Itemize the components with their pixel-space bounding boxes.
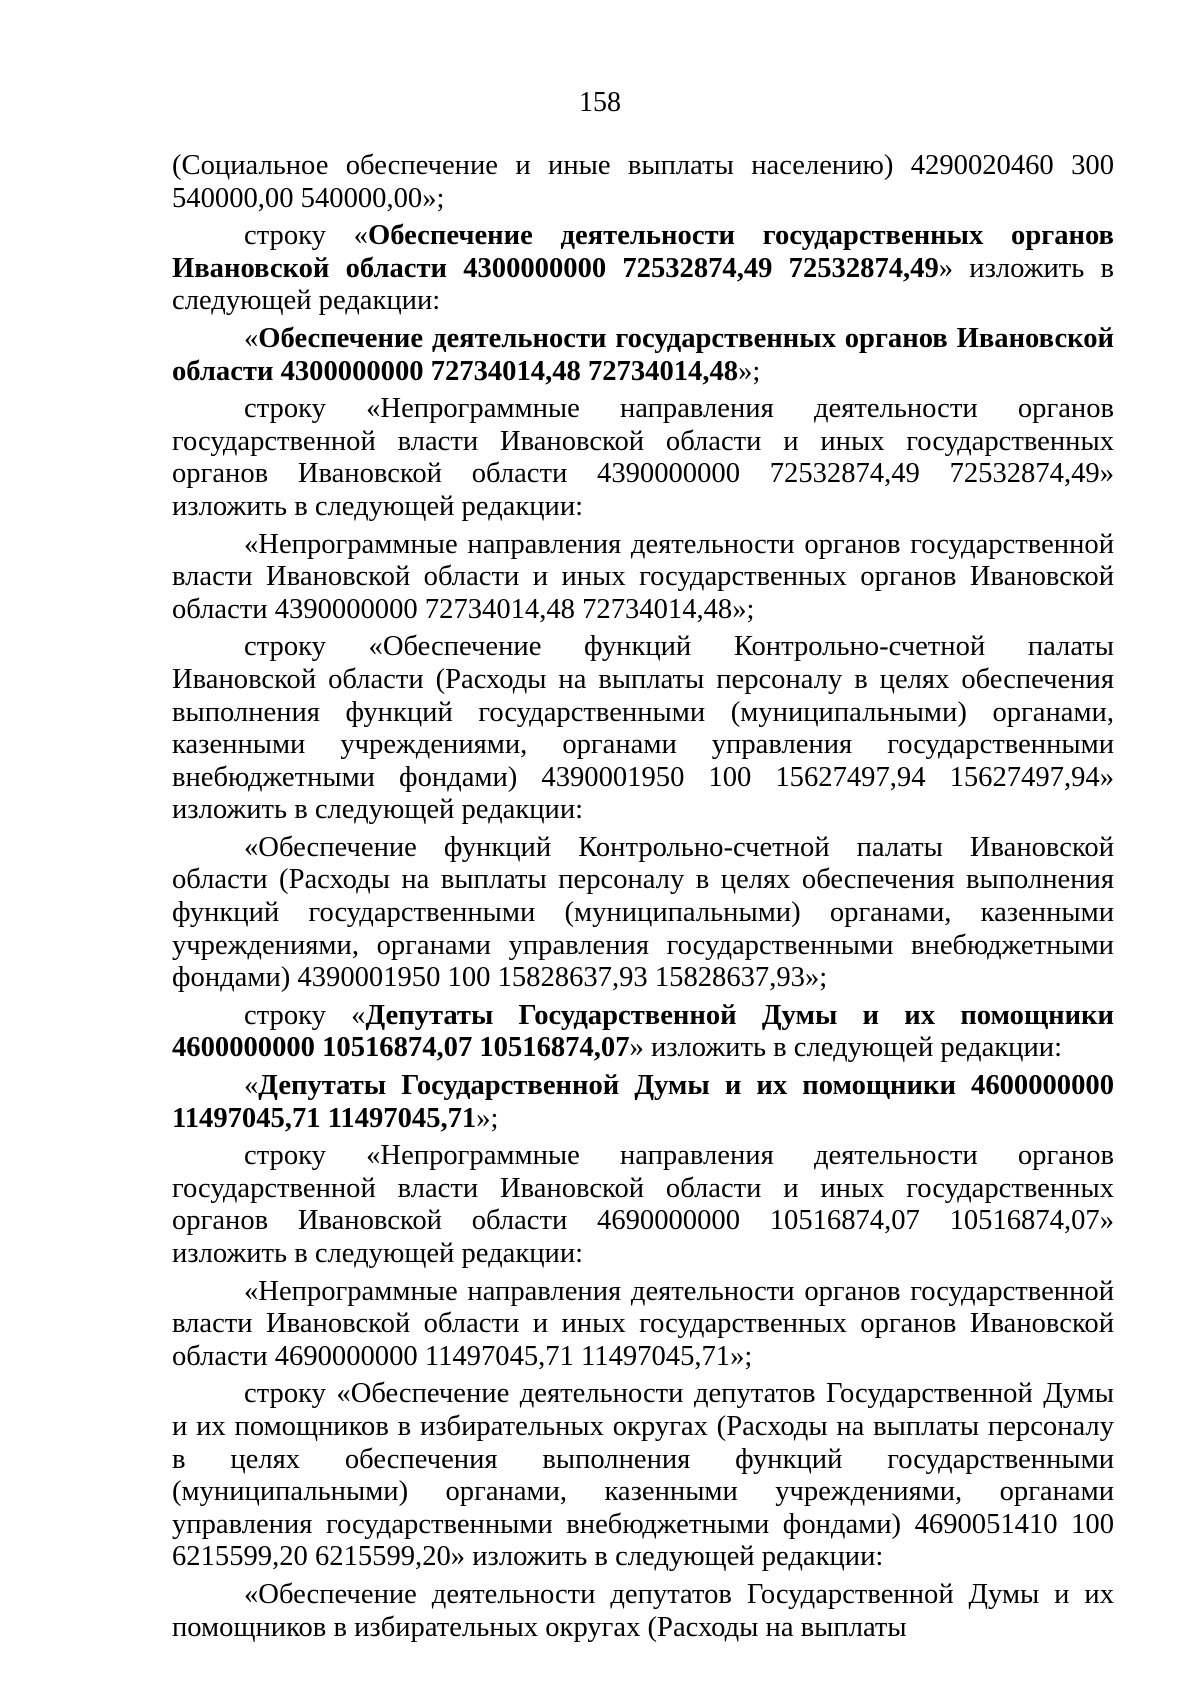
text-segment: « xyxy=(244,1070,259,1102)
text-segment: строку «Обеспечение деятельности депутатов Государственной Думы и их помощников в избирательных округах (Расходы на выплаты персоналу в целях обеспечения выполнения функций государственными (муниципальными) органами, казенными учреждениями, органами управления государственными внебюджетными фондами) 4690051410 100 6215599,20 6215599,20» изложить в следующей редакции: xyxy=(172,1378,1114,1573)
text-segment: «Непрограммные направления деятельности органов государственной власти Ивановской области и иных государственных органов Ивановской области 4690000000 11497045,71 11497045,71»; xyxy=(172,1275,1114,1372)
text-segment: строку «Непрограммные направления деятельности органов государственной власти Ивановской области и иных государственных органов Ивановской области 4690000000 10516874,07 10516874,07» изложить в следующей редакции: xyxy=(172,1140,1114,1269)
paragraph xyxy=(172,631,1114,827)
text-segment: « xyxy=(244,322,259,354)
text-segment: (Социальное обеспечение и иные выплаты населению) 4290020460 300 540000,00 540000,00»; xyxy=(172,150,1114,214)
paragraph xyxy=(172,832,1114,995)
paragraph xyxy=(172,1000,1114,1065)
text-segment: строку « xyxy=(244,999,366,1031)
paragraph xyxy=(172,529,1114,627)
paragraph xyxy=(172,323,1114,388)
text-segment: » изложить в следующей редакции: xyxy=(629,1032,1063,1064)
paragraph xyxy=(172,1276,1114,1374)
paragraph xyxy=(172,1140,1114,1270)
text-segment: «Обеспечение функций Контрольно-счетной палаты Ивановской области (Расходы на выплаты персоналу в целях обеспечения выполнения функций государственными (муниципальными) органами, казенными учреждениями, органами управления государственными внебюджетными фондами) 4390001950 100 15828637,93 15828637,93»; xyxy=(172,831,1114,994)
bold-text-segment: Депутаты Государственной Думы и их помощники 4600000000 10516874,07 10516874,07 xyxy=(172,999,1114,1064)
bold-text-segment: Обеспечение деятельности государственных органов Ивановской области 4300000000 72734014,48 72734014,48 xyxy=(172,322,1114,387)
paragraph xyxy=(172,1378,1114,1574)
text-segment: строку «Непрограммные направления деятельности органов государственной власти Ивановской области и иных государственных органов Ивановской области 4390000000 72532874,49 72532874,49» изложить в следующей редакции: xyxy=(172,393,1114,522)
paragraph xyxy=(172,1070,1114,1135)
text-segment: »; xyxy=(738,355,761,387)
paragraph xyxy=(172,150,1114,215)
text-segment: » изложить в следующей редакции: xyxy=(172,252,1114,317)
paragraph xyxy=(172,220,1114,318)
text-segment: «Обеспечение деятельности депутатов Государственной Думы и их помощников в избирательных округах (Расходы на выплаты xyxy=(172,1578,1114,1643)
page-number: 158 xyxy=(579,87,621,118)
paragraph xyxy=(172,1579,1114,1644)
text-segment: «Непрограммные направления деятельности органов государственной власти Ивановской области и иных государственных органов Ивановской области 4390000000 72734014,48 72734014,48»; xyxy=(172,528,1114,625)
document-body xyxy=(172,150,1114,1644)
text-segment: строку « xyxy=(244,220,368,252)
paragraph xyxy=(172,393,1114,523)
bold-text-segment: Депутаты Государственной Думы и их помощники 4600000000 11497045,71 11497045,71 xyxy=(172,1070,1114,1134)
text-segment: »; xyxy=(476,1102,499,1134)
bold-text-segment: Обеспечение деятельности государственных органов Ивановской области 4300000000 72532874,49 72532874,49 xyxy=(172,220,1114,284)
text-segment: строку «Обеспечение функций Контрольно-счетной палаты Ивановской области (Расходы на выплаты персоналу в целях обеспечения выполнения функций государственными (муниципальными) органами, казенными учреждениями, органами управления государственными внебюджетными фондами) 4390001950 100 15627497,94 15627497,94» изложить в следующей редакции: xyxy=(172,631,1114,826)
